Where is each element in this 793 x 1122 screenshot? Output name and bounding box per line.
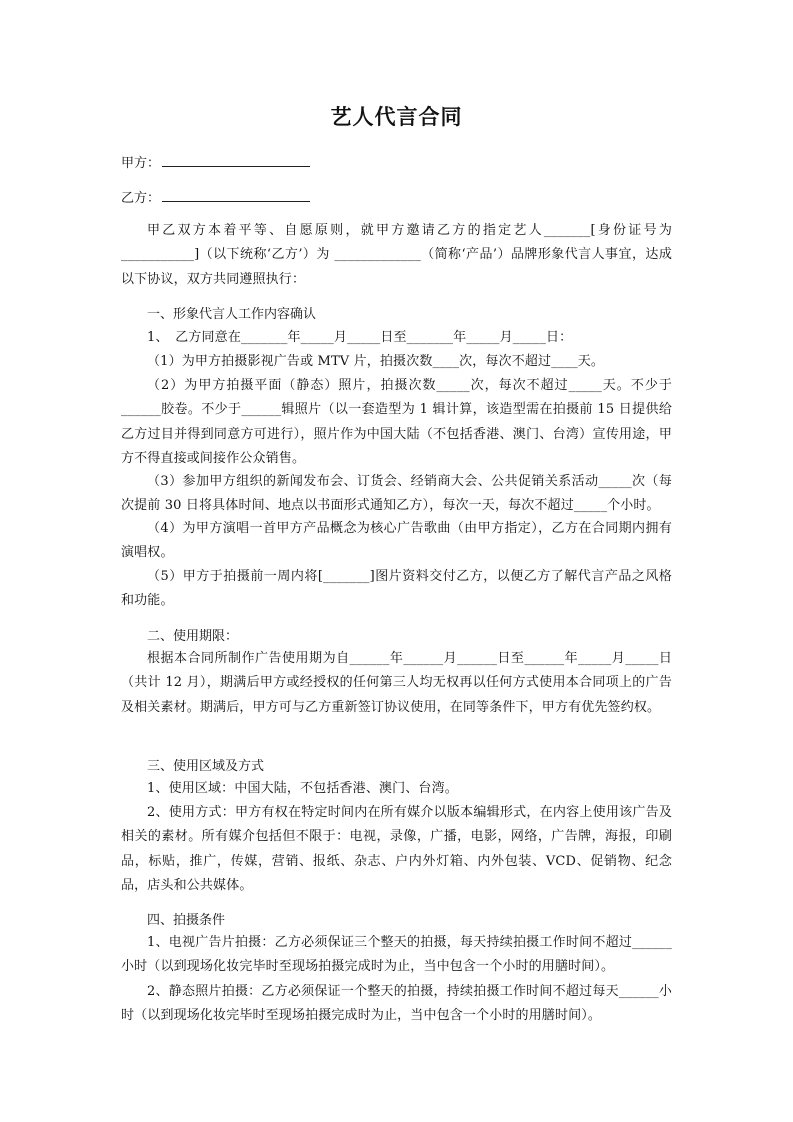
section-1-item-1-3: （3）参加甲方组织的新闻发布会、订货会、经销商大会、公共促销关系活动_____次（每次提前 30 日将具体时间、地点以书面形式通知乙方），每次一天，每次不超过_____个小时。	[121, 474, 672, 514]
section-2-paragraph: 根据本合同所制作广告使用期为自______年______月______日至______年_____月_____日（共计 12 月），期满后甲方或经授权的任何第三人均无权再以任何方式使用本合同项上的广告及相关素材。期满后，甲方可与乙方重新签订协议使用，在同等条件下，甲方有优先签约权。	[121, 651, 672, 715]
party-b-label: 乙方：	[121, 191, 161, 206]
section-4-item-2: 2、静态照片拍摄：乙方必须保证一个整天的拍摄，持续拍摄工作时间不超过每天______小时（以到现场化妆完毕时至现场拍摄完成时为止，当中包含一个小时的用膳时间）。	[121, 984, 672, 1024]
section-1-item-1-1: （1）为甲方拍摄影视广告或 MTV 片，拍摄次数____次，每次不超过____天。	[147, 354, 605, 369]
section-1-item-1-2: （2）为甲方拍摄平面（静态）照片，拍摄次数_____次，每次不超过_____天。不少于______胶卷。不少于______辑照片（以一套造型为 1 辑计算，该造型需在拍摄前 15 日提供给乙方过目并得到同意方可进行），照片作为中国大陆（不包括香港、澳门、台湾）宣传用途，甲方不得直接或间接作公众销售。	[121, 378, 672, 466]
intro-paragraph: 甲乙双方本着平等、自愿原则，就甲方邀请乙方的指定艺人_______[身份证号为___________]（以下统称‘乙方’）为 _____________（简称‘产品’）品牌形象代言人事宜，达成以下协议，双方共同遵照执行：	[121, 223, 672, 287]
party-a-blank	[162, 152, 310, 167]
party-a-line	[121, 152, 310, 174]
section-1-item-1-4: （4）为甲方演唱一首甲方产品概念为核心广告歌曲（由甲方指定），乙方在合同期内拥有演唱权。	[121, 521, 672, 561]
section-1-item-1: 1、 乙方同意在_______年_____月_____日至_______年_____月_____日：	[147, 330, 573, 345]
document-title: 艺人代言合同	[330, 105, 463, 129]
section-4-heading: 四、拍摄条件	[147, 913, 226, 928]
party-b-line	[121, 187, 310, 209]
section-1-heading: 一、形象代言人工作内容确认	[147, 307, 317, 322]
section-3-heading: 三、使用区域及方式	[147, 759, 265, 774]
section-2-heading: 二、使用期限：	[147, 629, 239, 644]
section-1-item-1-5: （5）甲方于拍摄前一周内将[_______]图片资料交付乙方，以便乙方了解代言产品之风格和功能。	[121, 569, 672, 609]
party-a-label: 甲方：	[121, 156, 161, 171]
party-b-blank	[162, 187, 310, 202]
section-3-item-1: 1、使用区域：中国大陆，不包括香港、澳门、台湾。	[147, 781, 458, 796]
section-4-item-1: 1、电视广告片拍摄：乙方必须保证三个整天的拍摄，每天持续拍摄工作时间不超过______小时（以到现场化妆完毕时至现场拍摄完成时为止，当中包含一个小时的用膳时间）。	[121, 935, 672, 975]
section-3-item-2: 2、使用方式：甲方有权在特定时间内在所有媒介以版本编辑形式，在内容上使用该广告及相关的素材。所有媒介包括但不限于：电视，录像，广播，电影，网络，广告牌，海报，印刷品，标贴，推广，传媒，营销、报纸、杂志、户内外灯箱、内外包装、VCD、促销物、纪念品，店头和公共媒体。	[121, 805, 672, 893]
